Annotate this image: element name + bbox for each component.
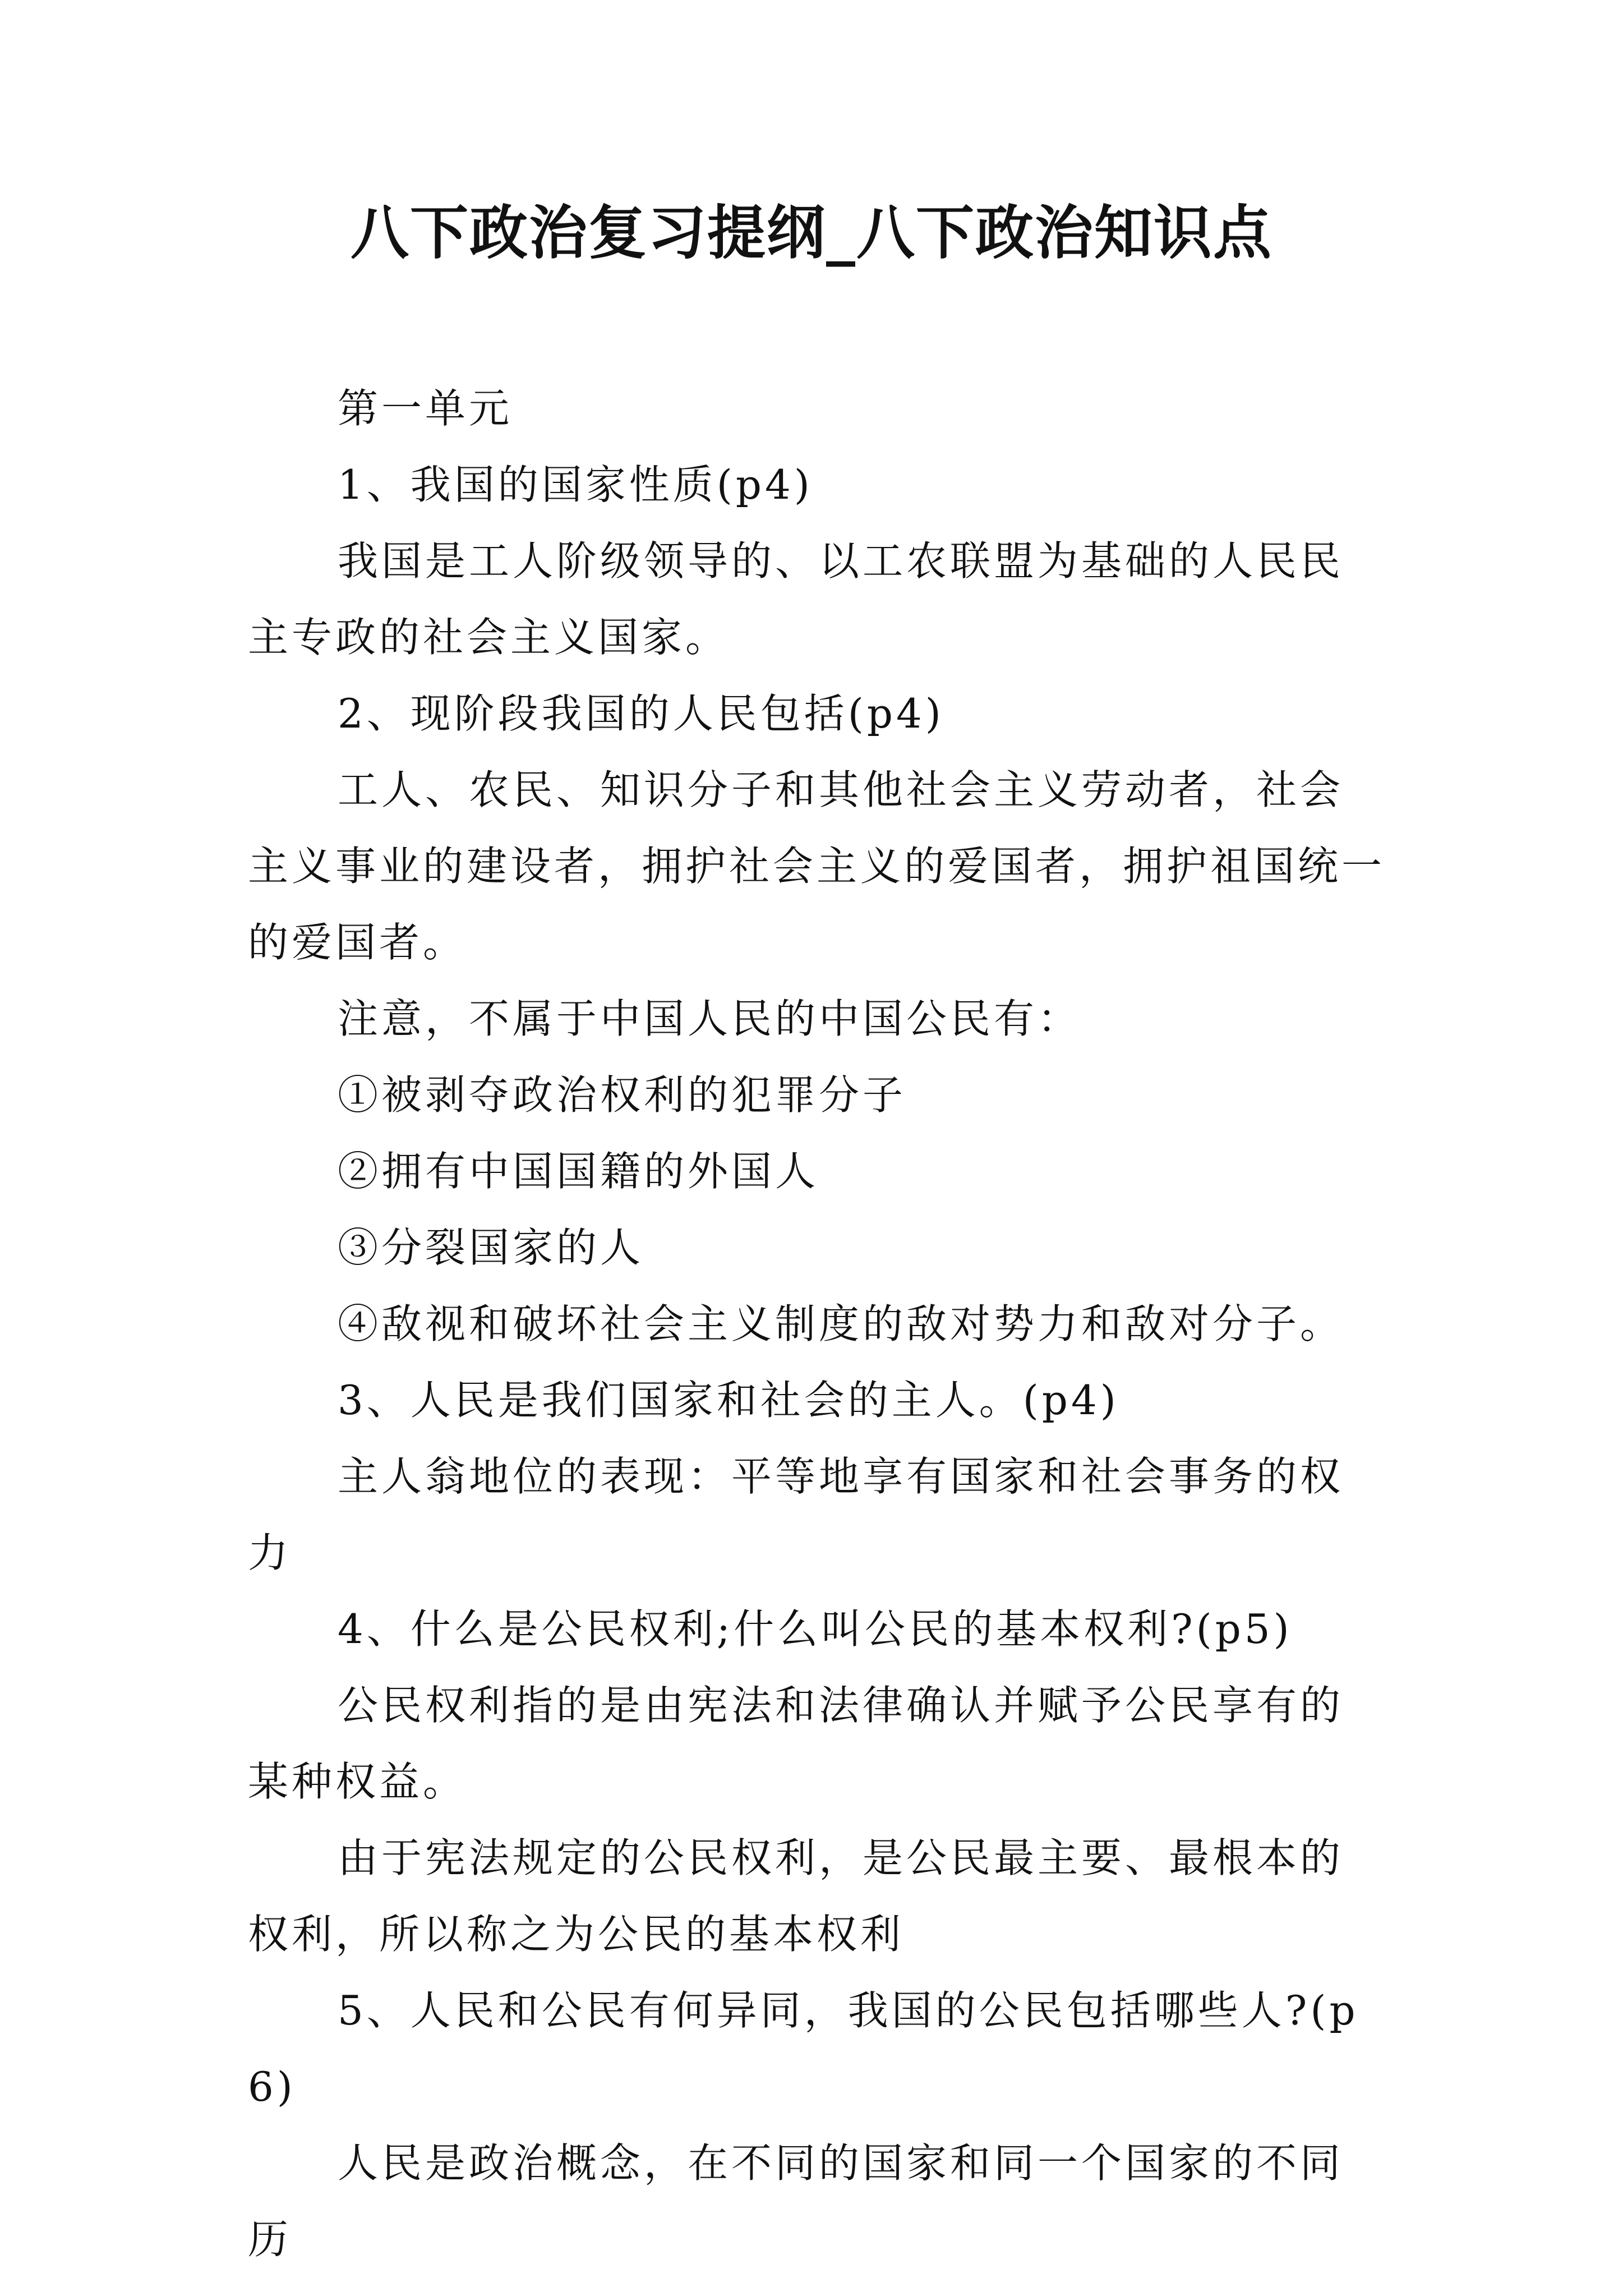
paragraph-4-body-1: 公民权利指的是由宪法和法律确认并赋予公民享有的某种权益。 — [248, 1682, 1344, 1805]
paragraph-3-heading: 3、人民是我们国家和社会的主人。(p4) — [338, 1377, 1119, 1424]
paragraph-5-heading: 5、人民和公民有何异同，我国的公民包括哪些人?(p6) — [248, 1987, 1359, 2110]
paragraph-5-body: 人民是政治概念，在不同的国家和同一个国家的不同历 — [248, 2139, 1344, 2263]
paragraph-2-heading: 2、现阶段我国的人民包括(p4) — [338, 690, 944, 737]
paragraph-unit-heading: 第一单元 — [338, 385, 513, 432]
paragraph-3-body: 主人翁地位的表现：平等地享有国家和社会事务的权力 — [248, 1453, 1344, 1576]
paragraph-note: 注意，不属于中国人民的中国公民有： — [338, 995, 1082, 1042]
paragraph-4-body-2: 由于宪法规定的公民权利，是公民最主要、最根本的权利，所以称之为公民的基本权利 — [248, 1834, 1344, 1958]
paragraph-note-item-3: ③分裂国家的人 — [338, 1224, 644, 1271]
document-title: 八下政治复习提纲_八下政治知识点 — [350, 199, 1272, 267]
paragraph-2-body: 工人、农民、知识分子和其他社会主义劳动者，社会主义事业的建设者，拥护社会主义的爱国者，拥护祖国统一的爱国者。 — [248, 766, 1386, 966]
document-body — [248, 370, 1386, 2277]
paragraph-note-item-1: ①被剥夺政治权利的犯罪分子 — [338, 1071, 907, 1119]
paragraph-4-heading: 4、什么是公民权利;什么叫公民的基本权利?(p5) — [338, 1605, 1293, 1653]
paragraph-1-heading: 1、我国的国家性质(p4) — [338, 461, 813, 508]
paragraph-1-body: 我国是工人阶级领导的、以工农联盟为基础的人民民主专政的社会主义国家。 — [248, 537, 1344, 661]
paragraph-note-item-4: ④敌视和破坏社会主义制度的敌对势力和敌对分子。 — [338, 1300, 1344, 1347]
paragraph-note-item-2: ②拥有中国国籍的外国人 — [338, 1148, 819, 1195]
